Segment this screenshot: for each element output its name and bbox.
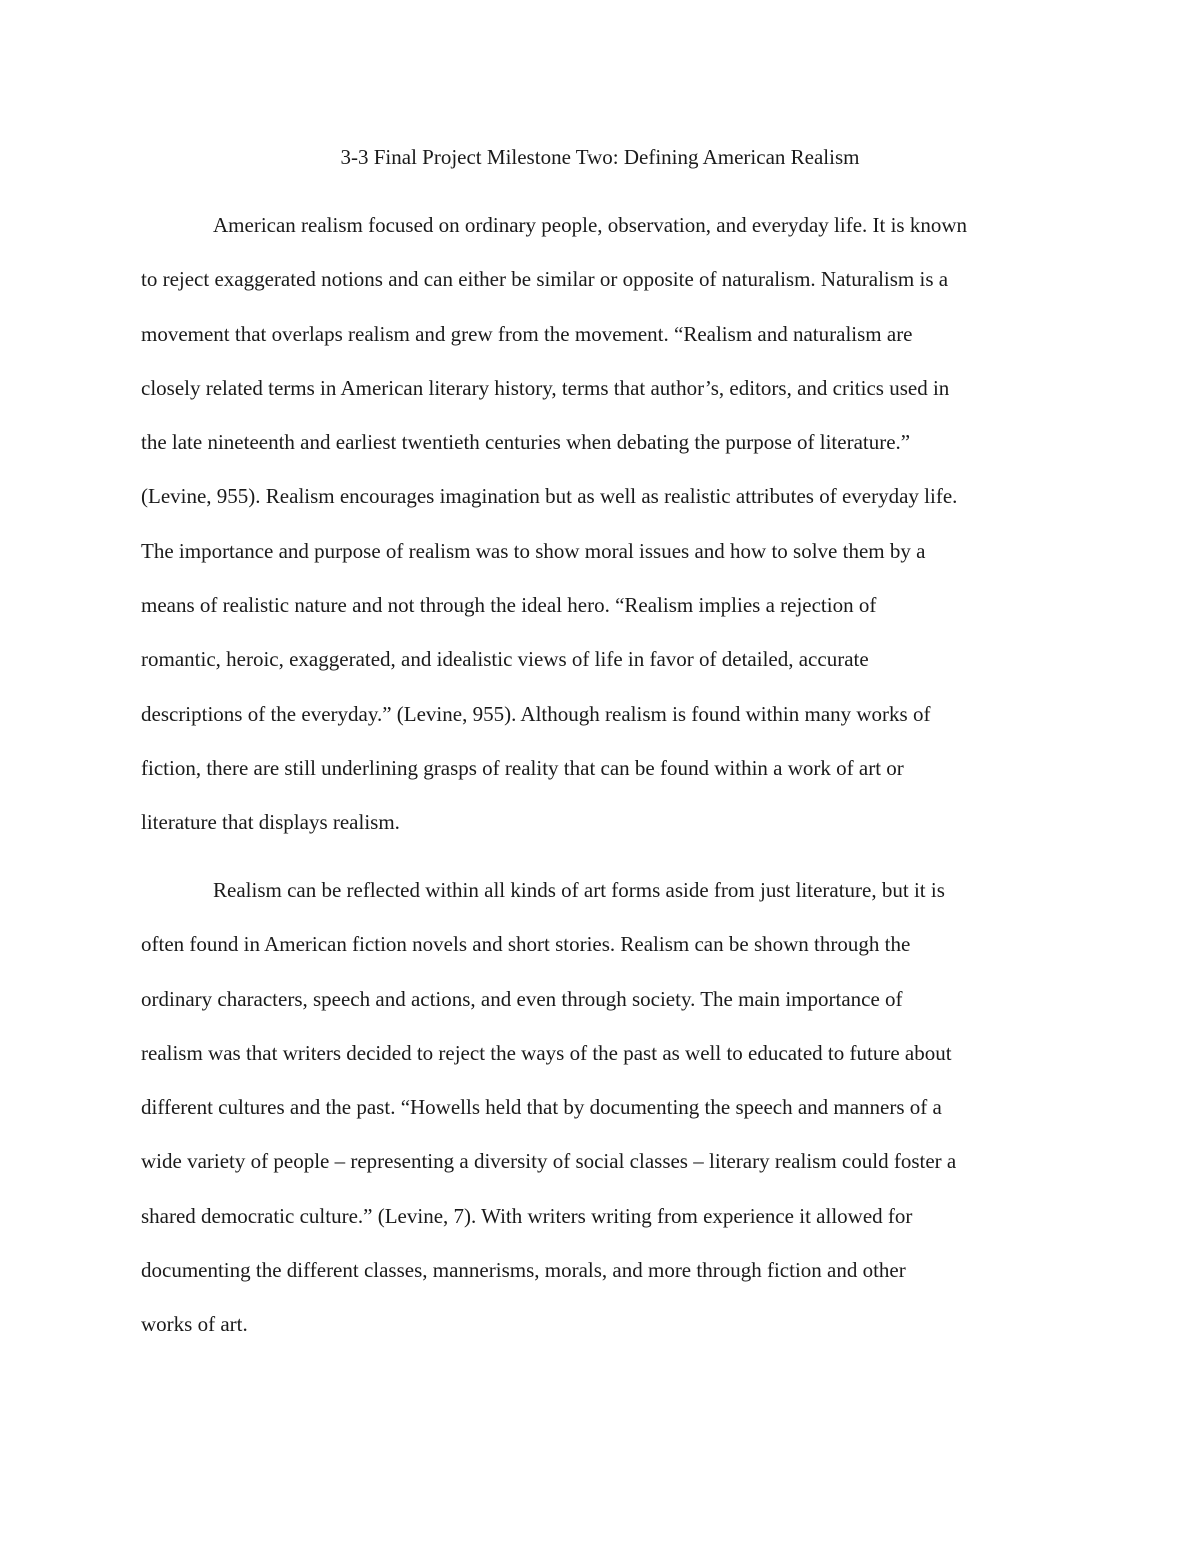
paragraph-line: works of art. [141, 1312, 248, 1337]
paragraph-line: closely related terms in American literary history, terms that author’s, editors, and critics used in [141, 375, 950, 400]
paragraph-line: American realism focused on ordinary people, observation, and everyday life. It is known [213, 213, 968, 237]
paragraph-line: often found in American fiction novels and short stories. Realism can be shown through the [141, 932, 911, 957]
paragraph-line: realism was that writers decided to reject the ways of the past as well to educated to future about [141, 1040, 952, 1065]
paragraph-line: Realism can be reflected within all kinds of art forms aside from just literature, but it is [213, 878, 945, 902]
paragraph-line: fiction, there are still underlining grasps of reality that can be found within a work of art or [141, 755, 904, 780]
paragraph-line: (Levine, 955). Realism encourages imagination but as well as realistic attributes of everyday life. [141, 484, 958, 509]
paragraph-1 [141, 211, 1061, 863]
paragraph-line: literature that displays realism. [141, 810, 400, 835]
paragraph-line: means of realistic nature and not through the ideal hero. “Realism implies a rejection of [141, 593, 877, 618]
paragraph-line: different cultures and the past. “Howells held that by documenting the speech and manners of a [141, 1095, 942, 1120]
paragraph-2 [141, 876, 1061, 1365]
paragraph-line: wide variety of people – representing a diversity of social classes – literary realism could foster a [141, 1149, 957, 1174]
document-title: 3-3 Final Project Milestone Two: Defining American Realism [340, 145, 860, 169]
paragraph-line: movement that overlaps realism and grew from the movement. “Realism and naturalism are [141, 321, 913, 346]
paragraph-line: shared democratic culture.” (Levine, 7). With writers writing from experience it allowed for [141, 1203, 913, 1228]
paragraph-line: the late nineteenth and earliest twentieth centuries when debating the purpose of literature.” [141, 430, 911, 455]
paragraph-line: ordinary characters, speech and actions, and even through society. The main importance of [141, 986, 903, 1011]
paragraph-line: documenting the different classes, mannerisms, morals, and more through fiction and other [141, 1258, 906, 1283]
paragraph-line: descriptions of the everyday.” (Levine, 955). Although realism is found within many works of [141, 701, 931, 726]
paragraph-line: The importance and purpose of realism was to show moral issues and how to solve them by a [141, 538, 926, 563]
paragraph-line: to reject exaggerated notions and can either be similar or opposite of naturalism. Naturalism is a [141, 267, 949, 292]
paragraph-line: romantic, heroic, exaggerated, and idealistic views of life in favor of detailed, accurate [141, 647, 869, 672]
